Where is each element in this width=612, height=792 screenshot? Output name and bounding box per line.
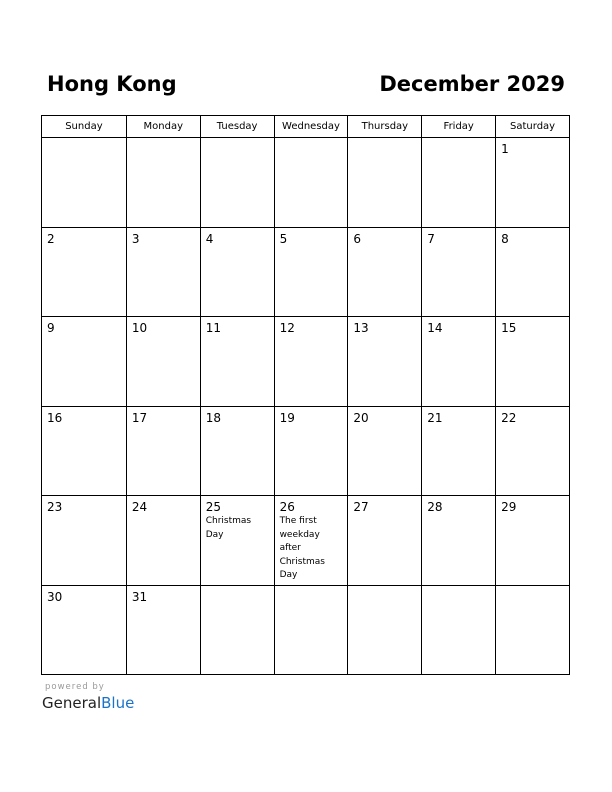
day-cell[interactable] bbox=[201, 586, 275, 676]
day-number: 18 bbox=[205, 410, 221, 425]
day-number: 19 bbox=[279, 410, 295, 425]
brand-name-part2: Blue bbox=[101, 694, 135, 712]
day-number: 31 bbox=[131, 589, 148, 604]
day-cell[interactable] bbox=[42, 496, 127, 586]
day-cell[interactable] bbox=[348, 586, 422, 676]
weekday-header-row bbox=[42, 116, 570, 138]
weekday-header: Tuesday bbox=[201, 116, 275, 138]
day-number: 12 bbox=[279, 321, 295, 335]
brand-logo[interactable] bbox=[42, 694, 134, 712]
day-cell[interactable] bbox=[275, 317, 349, 407]
day-cell[interactable] bbox=[496, 317, 570, 407]
day-cell[interactable] bbox=[275, 228, 349, 318]
day-number: 6 bbox=[353, 231, 362, 246]
day-cell[interactable] bbox=[496, 138, 570, 228]
weekday-header: Friday bbox=[422, 116, 496, 138]
day-cell[interactable] bbox=[127, 138, 201, 228]
day-cell[interactable] bbox=[422, 317, 496, 407]
day-number: 8 bbox=[501, 231, 509, 246]
day-number: 14 bbox=[427, 321, 443, 335]
day-number: 1 bbox=[501, 142, 509, 156]
day-number: 15 bbox=[501, 321, 517, 335]
day-number: 2 bbox=[47, 231, 55, 246]
day-cell[interactable] bbox=[275, 138, 349, 228]
brand-name-part1: General bbox=[42, 694, 102, 712]
weeks-container bbox=[42, 138, 570, 675]
week-row bbox=[42, 586, 570, 676]
day-cell[interactable] bbox=[201, 138, 275, 228]
day-cell[interactable] bbox=[496, 228, 570, 318]
day-number: 29 bbox=[501, 500, 517, 514]
day-number: 26 bbox=[279, 500, 295, 514]
week-row bbox=[42, 496, 570, 586]
day-cell[interactable] bbox=[496, 407, 570, 497]
day-number: 22 bbox=[501, 410, 517, 425]
calendar-grid bbox=[41, 115, 570, 675]
day-cell[interactable] bbox=[275, 496, 349, 586]
day-cell[interactable] bbox=[42, 407, 127, 497]
day-cell[interactable] bbox=[275, 586, 349, 676]
powered-by-label: powered by bbox=[45, 682, 105, 692]
day-cell[interactable] bbox=[42, 317, 127, 407]
day-cell[interactable] bbox=[127, 317, 201, 407]
day-number: 9 bbox=[47, 321, 55, 335]
day-number: 5 bbox=[279, 231, 288, 246]
day-cell[interactable] bbox=[496, 586, 570, 676]
holiday-label: The first weekday after Christmas Day bbox=[279, 516, 325, 580]
day-number: 16 bbox=[47, 410, 63, 425]
weekday-header: Sunday bbox=[42, 116, 127, 138]
day-number: 11 bbox=[205, 321, 221, 335]
day-cell[interactable] bbox=[348, 138, 422, 228]
day-cell[interactable] bbox=[348, 228, 422, 318]
day-cell[interactable] bbox=[127, 407, 201, 497]
day-cell[interactable] bbox=[422, 138, 496, 228]
day-cell[interactable] bbox=[422, 496, 496, 586]
day-cell[interactable] bbox=[348, 317, 422, 407]
week-row bbox=[42, 317, 570, 407]
day-cell[interactable] bbox=[496, 496, 570, 586]
day-cell[interactable] bbox=[42, 228, 127, 318]
weekday-header: Monday bbox=[127, 116, 201, 138]
day-number: 17 bbox=[131, 410, 148, 425]
day-number: 24 bbox=[131, 500, 148, 514]
week-row bbox=[42, 228, 570, 318]
holiday-label: Christmas Day bbox=[205, 516, 252, 540]
day-number: 13 bbox=[353, 321, 369, 335]
day-cell[interactable] bbox=[201, 228, 275, 318]
day-number: 10 bbox=[131, 321, 148, 335]
day-cell[interactable] bbox=[127, 228, 201, 318]
day-cell[interactable] bbox=[275, 407, 349, 497]
day-number: 27 bbox=[353, 500, 369, 514]
day-number: 21 bbox=[427, 410, 443, 425]
day-cell[interactable] bbox=[42, 138, 127, 228]
weekday-header: Thursday bbox=[348, 116, 422, 138]
day-cell[interactable] bbox=[201, 317, 275, 407]
week-row bbox=[42, 407, 570, 497]
day-number: 7 bbox=[427, 231, 435, 246]
weekday-header: Wednesday bbox=[275, 116, 349, 138]
day-cell[interactable] bbox=[422, 228, 496, 318]
day-cell[interactable] bbox=[201, 407, 275, 497]
day-cell[interactable] bbox=[42, 586, 127, 676]
day-number: 20 bbox=[353, 410, 369, 425]
month-title: December 2029 bbox=[379, 72, 565, 96]
weekday-header: Saturday bbox=[496, 116, 570, 138]
day-number: 4 bbox=[205, 231, 214, 246]
day-number: 25 bbox=[205, 500, 221, 514]
day-cell[interactable] bbox=[348, 407, 422, 497]
day-cell[interactable] bbox=[127, 496, 201, 586]
day-cell[interactable] bbox=[127, 586, 201, 676]
day-number: 28 bbox=[427, 500, 443, 514]
day-cell[interactable] bbox=[201, 496, 275, 586]
day-cell[interactable] bbox=[422, 586, 496, 676]
day-cell[interactable] bbox=[348, 496, 422, 586]
day-number: 30 bbox=[47, 589, 63, 604]
day-cell[interactable] bbox=[422, 407, 496, 497]
day-number: 3 bbox=[131, 231, 140, 246]
day-number: 23 bbox=[47, 500, 63, 514]
region-title: Hong Kong bbox=[47, 72, 177, 96]
week-row bbox=[42, 138, 570, 228]
